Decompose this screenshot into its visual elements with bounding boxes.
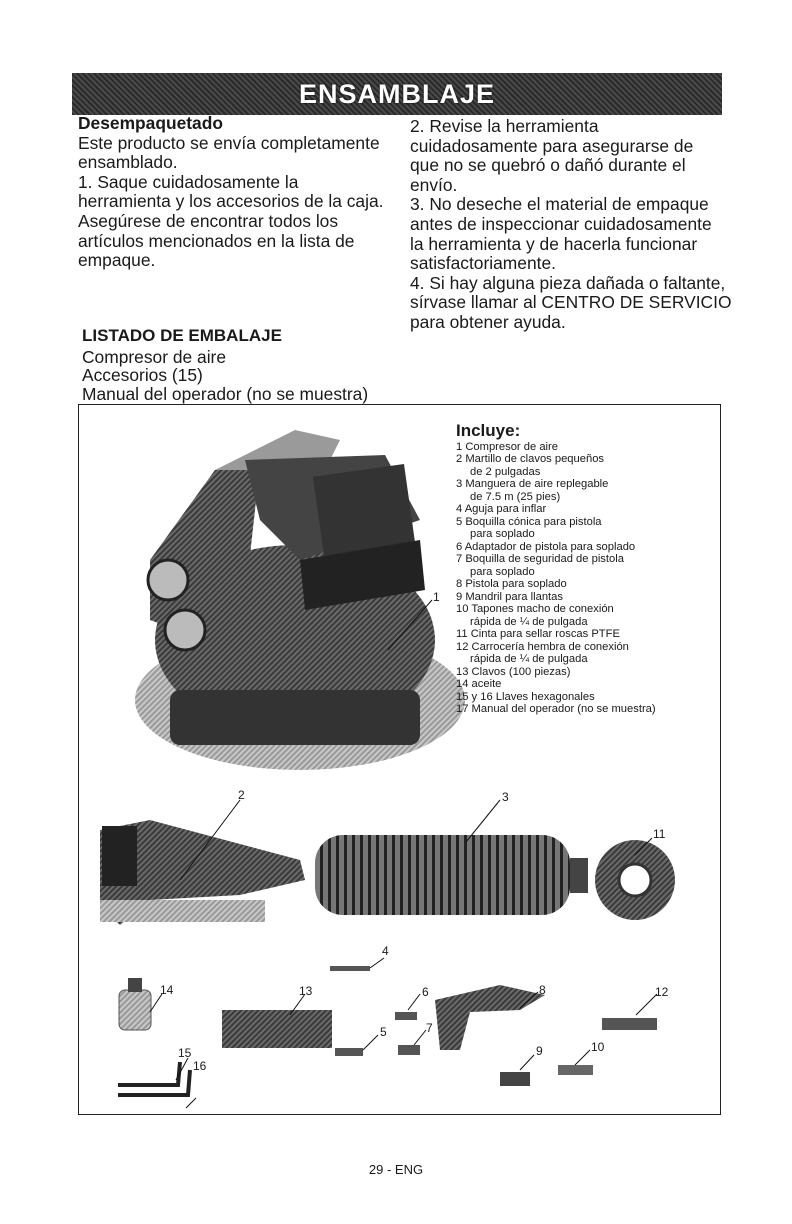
unpacking-text-line: herramienta y los accesorios de la caja. (78, 191, 384, 212)
oil-bottle-image (119, 978, 151, 1030)
coiled-hose-image (315, 835, 588, 915)
unpacking-text-line: que no se quebró o dañó durante el (410, 155, 686, 176)
unpacking-text-line: Este producto se envía completamente (78, 132, 380, 153)
unpacking-text-line: para obtener ayuda. (410, 311, 566, 332)
unpacking-text-line: la herramienta y de hacerla funcionar (410, 233, 698, 254)
includes-item: de 7.5 m (25 pies) (470, 490, 561, 503)
callout-2: 2 (238, 788, 245, 802)
unpacking-text-line: cuidadosamente para asegurarse de (410, 135, 694, 156)
unpacking-text-line: 1. Saque cuidadosamente la (78, 171, 299, 192)
callout-8: 8 (539, 983, 546, 997)
includes-item: 14 aceite (456, 678, 502, 690)
includes-list (456, 421, 726, 716)
includes-item: 3 Manguera de aire replegable (456, 478, 609, 490)
includes-item: rápida de ¼ de pulgada (470, 615, 588, 628)
hex-keys-image (118, 1062, 190, 1095)
inflation-needle-image (330, 966, 370, 971)
unpacking-text-line: envío. (410, 174, 458, 195)
unpacking-text-line: 3. No deseche el material de empaque (410, 194, 709, 215)
includes-item: 2 Martillo de clavos pequeños (456, 453, 605, 465)
unpacking-text-line: empaque. (78, 250, 156, 271)
callout-5: 5 (380, 1025, 387, 1039)
callout-10: 10 (591, 1040, 605, 1054)
includes-item: 8 Pistola para soplado (456, 578, 567, 590)
unpacking-text-line: ensamblado. (78, 152, 178, 173)
unpacking-text-line: antes de inspeccionar cuidadosamente (410, 213, 712, 234)
includes-item: para soplado (470, 565, 535, 578)
callout-6: 6 (422, 985, 429, 999)
packing-list-item: Manual del operador (no se muestra) (82, 383, 369, 404)
includes-item: 6 Adaptador de pistola para soplado (456, 540, 636, 553)
section-title: ENSAMBLAJE (298, 78, 496, 109)
callout-1: 1 (433, 590, 440, 604)
callout-9: 9 (536, 1044, 543, 1058)
unpacking-text-line: satisfactoriamente. (410, 253, 556, 274)
unpacking-text-line: 2. Revise la herramienta (410, 116, 599, 136)
callout-15: 15 (178, 1046, 192, 1060)
includes-item: 5 Boquilla cónica para pistola (456, 515, 602, 528)
packing-list-item: Accesorios (15) (82, 365, 203, 385)
includes-item: 17 Manual del operador (no se muestra) (456, 703, 656, 715)
includes-item: 7 Boquilla de seguridad de pistola (456, 553, 624, 565)
includes-item: 10 Tapones macho de conexión (456, 603, 614, 615)
unpacking-text-line: Asegúrese de encontrar todos los (78, 210, 339, 231)
includes-items (456, 441, 726, 716)
brad-nailer-image (100, 820, 305, 925)
includes-item: 15 y 16 Llaves hexagonales (456, 690, 595, 703)
includes-item: 12 Carrocería hembra de conexión (456, 640, 629, 653)
callout-4: 4 (382, 944, 389, 958)
callout-11: 11 (653, 827, 666, 841)
callout-16: 16 (193, 1059, 207, 1073)
air-compressor-image (135, 430, 465, 770)
callout-12: 12 (655, 985, 669, 999)
unpacking-text-line: artículos mencionados en la lista de (78, 230, 355, 251)
packing-list-item: Compresor de aire (82, 346, 227, 367)
nails-image (222, 1010, 332, 1048)
includes-item: 4 Aguja para inflar (456, 503, 547, 515)
includes-item: rápida de ¼ de pulgada (470, 653, 588, 665)
callout-14: 14 (160, 983, 174, 997)
ptfe-tape-image (595, 840, 675, 920)
unpacking-text-line: 4. Si hay alguna pieza dañada o faltante, (410, 272, 726, 293)
includes-item: para soplado (470, 528, 535, 540)
includes-item: 13 Clavos (100 piezas) (456, 665, 571, 678)
callout-3: 3 (502, 790, 509, 804)
page-number: 29 - ENG (368, 1162, 424, 1177)
includes-heading: Incluye: (456, 421, 521, 440)
callout-7: 7 (426, 1021, 433, 1035)
unpacking-heading: Desempaquetado (78, 113, 223, 133)
unpacking-text-line: sírvase llamar al CENTRO DE SERVICIO (410, 292, 732, 313)
callout-13: 13 (299, 984, 313, 998)
includes-item: 11 Cinta para sellar roscas PTFE (456, 628, 620, 640)
packing-list-heading: LISTADO DE EMBALAJE (82, 326, 282, 345)
includes-item: de 2 pulgadas (470, 465, 541, 478)
includes-item: 1 Compresor de aire (456, 440, 558, 453)
includes-item: 9 Mandril para llantas (456, 590, 563, 603)
